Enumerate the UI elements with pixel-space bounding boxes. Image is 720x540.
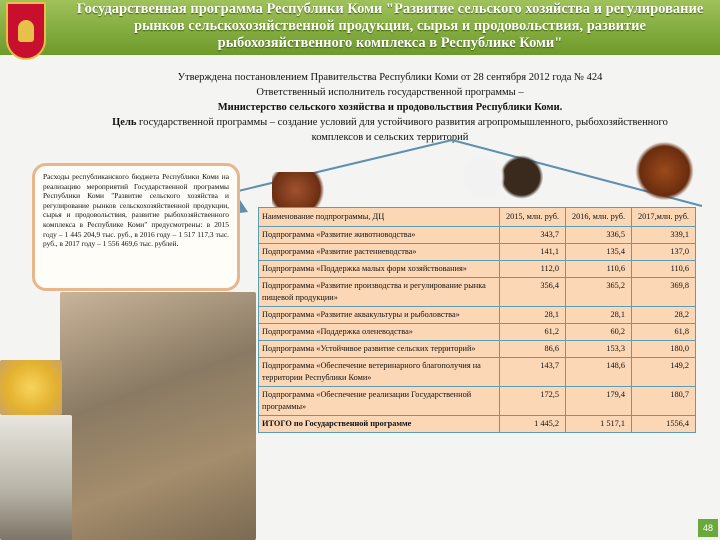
table-row: [259, 227, 696, 244]
funding-value: 172,5: [500, 387, 566, 416]
funding-value: 28,1: [500, 307, 566, 324]
table-row: [259, 341, 696, 358]
funding-value: 1 445,2: [500, 416, 566, 433]
subprogram-name: Подпрограмма «Развитие аквакультуры и рыболовства»: [259, 307, 500, 324]
table-row: [259, 358, 696, 387]
table-row: [259, 387, 696, 416]
funding-value: 1556,4: [632, 416, 696, 433]
subprogram-name: Подпрограмма «Устойчивое развитие сельских территорий»: [259, 341, 500, 358]
funding-value: 137,0: [632, 244, 696, 261]
funding-value: 343,7: [500, 227, 566, 244]
table-row: [259, 244, 696, 261]
column-header-name: Наименование подпрограммы, ДЦ: [259, 208, 500, 227]
column-header-2017: 2017,млн. руб.: [632, 208, 696, 227]
goal-text: государственной программы – создание условий для устойчивого развития агропромышленного, рыбохозяйственного комплексов и сельских территорий: [136, 117, 668, 143]
funding-value: 143,7: [500, 358, 566, 387]
slide-title-text: Государственная программа Республики Коми "Развитие сельского хозяйства и регулирование рынков сельскохозяйственной продукции, сырья и продовольствия, развитие рыбохозяйственного комплекса в Республике Коми": [76, 1, 704, 51]
column-header-2015: 2015, млн. руб.: [500, 208, 566, 227]
goal-label: Цель: [112, 117, 137, 128]
funding-value: 1 517,1: [566, 416, 632, 433]
table-row: [259, 278, 696, 307]
poultry-farm-photo: [60, 292, 256, 540]
funding-value: 60,2: [566, 324, 632, 341]
table-row: [259, 261, 696, 278]
column-header-2016: 2016, млн. руб.: [566, 208, 632, 227]
ducklings-photo: [0, 360, 62, 415]
budget-callout-text: Расходы республиканского бюджета Республики Коми на реализацию мероприятий Государственной программы Республики Коми "Развитие сельского хозяйства и регулирование рынков сельскохозяйственной продукции, сырья и продовольствия, развитие рыбохозяйственного комплекса в Республике Коми" предусмотрены: в 2015 году – 1 445 204,9 тыс. руб., в 2016 году – 1 517 117,3 тыс. руб., в 2017 году – 1 556 469,6 тыс. рублей.: [43, 172, 229, 249]
funding-value: 180,0: [632, 341, 696, 358]
geese-photo: [0, 415, 72, 540]
chickens-photo: [272, 172, 332, 208]
funding-value: 365,2: [566, 278, 632, 307]
funding-value: 112,0: [500, 261, 566, 278]
funding-value: 369,8: [632, 278, 696, 307]
funding-value: 356,4: [500, 278, 566, 307]
funding-value: 149,2: [632, 358, 696, 387]
funding-value: 141,1: [500, 244, 566, 261]
subprogram-name: Подпрограмма «Обеспечение реализации Государственной программы»: [259, 387, 500, 416]
funding-value: 179,4: [566, 387, 632, 416]
executor-label: Ответственный исполнитель государственной программы –: [256, 87, 524, 98]
slide-number: 48: [698, 519, 718, 537]
funding-value: 110,6: [566, 261, 632, 278]
table-header-row: [259, 208, 696, 227]
funding-value: 61,2: [500, 324, 566, 341]
funding-value: 28,1: [566, 307, 632, 324]
subprogram-funding-table: [258, 207, 696, 433]
subprogram-name: Подпрограмма «Развитие производства и регулирование рынка пищевой продукции»: [259, 278, 500, 307]
chickens-photo: [455, 148, 550, 206]
subprogram-name: Подпрограмма «Развитие растениеводства»: [259, 244, 500, 261]
funding-value: 339,1: [632, 227, 696, 244]
funding-value: 153,3: [566, 341, 632, 358]
funding-value: 61,8: [632, 324, 696, 341]
chickens-photo: [632, 140, 697, 202]
funding-value: 110,6: [632, 261, 696, 278]
subprogram-name: Подпрограмма «Поддержка оленеводства»: [259, 324, 500, 341]
funding-value: 28,2: [632, 307, 696, 324]
funding-value: 148,6: [566, 358, 632, 387]
subprogram-name: Подпрограмма «Обеспечение ветеринарного благополучия на территории Республики Коми»: [259, 358, 500, 387]
funding-value: 135,4: [566, 244, 632, 261]
subprogram-name: ИТОГО по Государственной программе: [259, 416, 500, 433]
budget-callout: [32, 163, 240, 291]
approval-line: Утверждена постановлением Правительства Республики Коми от 28 сентября 2012 года № 424: [177, 72, 603, 83]
subprogram-name: Подпрограмма «Развитие животноводства»: [259, 227, 500, 244]
table-row: [259, 307, 696, 324]
funding-value: 180,7: [632, 387, 696, 416]
executor-name: Министерство сельского хозяйства и продовольствия Республики Коми.: [217, 102, 563, 113]
table-row: [259, 416, 696, 433]
funding-value: 86,6: [500, 341, 566, 358]
table-row: [259, 324, 696, 341]
subprogram-name: Подпрограмма «Поддержка малых форм хозяйствования»: [259, 261, 500, 278]
funding-value: 336,5: [566, 227, 632, 244]
